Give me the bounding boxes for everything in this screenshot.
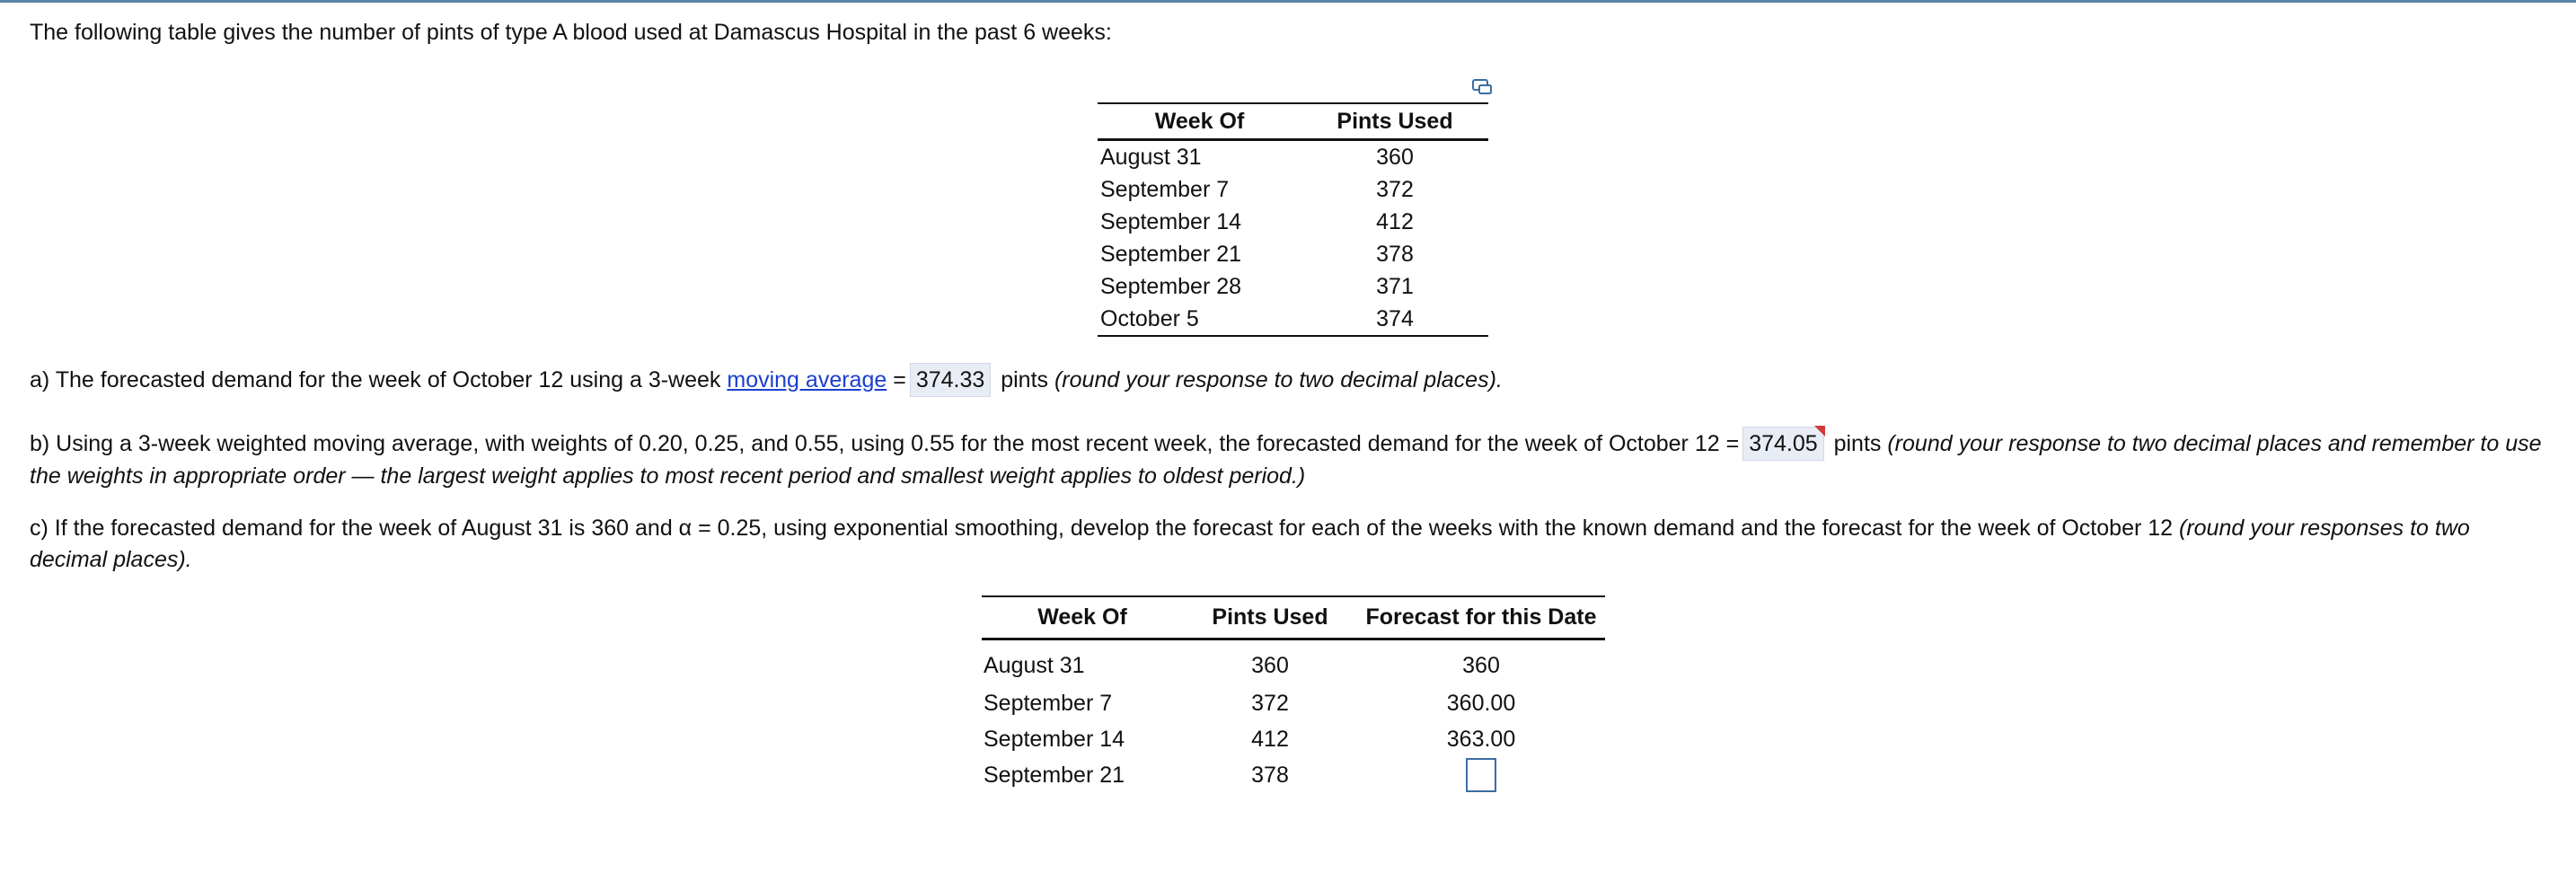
table-row (1098, 140, 1488, 174)
week-cell: September 7 (984, 690, 1113, 716)
pints-cell: 378 (1251, 762, 1289, 788)
pints-cell: 412 (1251, 726, 1289, 752)
forecast-input[interactable] (1466, 758, 1496, 792)
header-pints-used: Pints Used (1301, 103, 1488, 140)
part-a-equals: = (887, 367, 906, 392)
pints-table (1098, 102, 1488, 337)
week-cell: September 21 (984, 762, 1125, 788)
pints-cell: 360 (1251, 652, 1289, 678)
pints-cell: 374 (1301, 303, 1488, 336)
table-row (1098, 206, 1488, 238)
week-cell: September 14 (1100, 208, 1242, 234)
table-row (1098, 238, 1488, 270)
incorrect-flag-icon (1814, 426, 1825, 436)
forecast-cell (1357, 757, 1605, 793)
pints-cell: 371 (1376, 273, 1414, 299)
table-row (1098, 173, 1488, 206)
part-b-answer[interactable] (1742, 427, 1823, 461)
copy-icon[interactable] (1472, 79, 1492, 97)
pints-cell: 372 (1251, 690, 1289, 716)
table-row (982, 639, 1605, 686)
part-a-note: (round your response to two decimal places). (1054, 367, 1503, 392)
part-a-answer[interactable]: 374.33 (910, 363, 991, 397)
pints-cell: 378 (1376, 241, 1414, 267)
table-row (982, 721, 1605, 757)
table-row (1098, 303, 1488, 336)
pints-cell: 360 (1376, 144, 1414, 170)
part-b-prefix: b) Using a 3-week weighted moving average, with weights of 0.20, 0.25, and 0.55, using 0.55 for the most recent week, the forecasted demand for the week of October 12 = (30, 431, 1740, 456)
part-a-prefix: a) The forecasted demand for the week of October 12 using a 3-week (30, 367, 728, 392)
forecast-table (982, 595, 1605, 793)
part-b-question (30, 427, 2545, 492)
week-cell: September 14 (984, 726, 1125, 752)
forecast-cell: 363.00 (1446, 726, 1516, 752)
week-cell: September 21 (1100, 241, 1242, 267)
table-row (982, 685, 1605, 721)
header-week-of: Week Of (982, 596, 1183, 639)
part-b-unit: pints (1827, 431, 1888, 456)
header-week-of: Week Of (1098, 103, 1301, 140)
header-forecast: Forecast for this Date (1357, 596, 1605, 639)
part-c-prefix: c) If the forecasted demand for the week of August 31 is 360 and α = 0.25, using exponential smoothing, develop the forecast for each of the weeks with the known demand and the forecast for the week of October 12 (30, 516, 2179, 541)
week-cell: August 31 (984, 652, 1085, 678)
header-pints-used: Pints Used (1183, 596, 1357, 639)
week-cell: September 7 (1100, 176, 1230, 202)
forecast-cell: 360.00 (1446, 690, 1516, 716)
week-cell: September 28 (1100, 273, 1242, 299)
intro-text: The following table gives the number of pints of type A blood used at Damascus Hospital in the past 6 weeks: (30, 20, 1112, 45)
forecast-cell: 360 (1462, 652, 1500, 678)
table-row (1098, 270, 1488, 303)
part-b-answer-value: 374.05 (1749, 431, 1818, 456)
pints-cell: 412 (1376, 208, 1414, 234)
moving-average-link[interactable]: moving average (727, 367, 887, 392)
part-c-note: (round your responses to two decimal places). (30, 516, 2470, 572)
part-a-unit: pints (994, 367, 1054, 392)
week-cell: October 5 (1098, 303, 1301, 336)
pints-cell: 372 (1376, 176, 1414, 202)
top-rule (0, 0, 2576, 3)
part-c-question (30, 513, 2545, 576)
part-b-note: (round your response to two decimal places and remember to use the weights in appropriate order — the largest weight applies to most recent period and smallest weight applies to oldest period.) (30, 431, 2542, 489)
week-cell: August 31 (1100, 144, 1202, 170)
table-row (982, 757, 1605, 793)
part-a-question (30, 363, 1503, 397)
